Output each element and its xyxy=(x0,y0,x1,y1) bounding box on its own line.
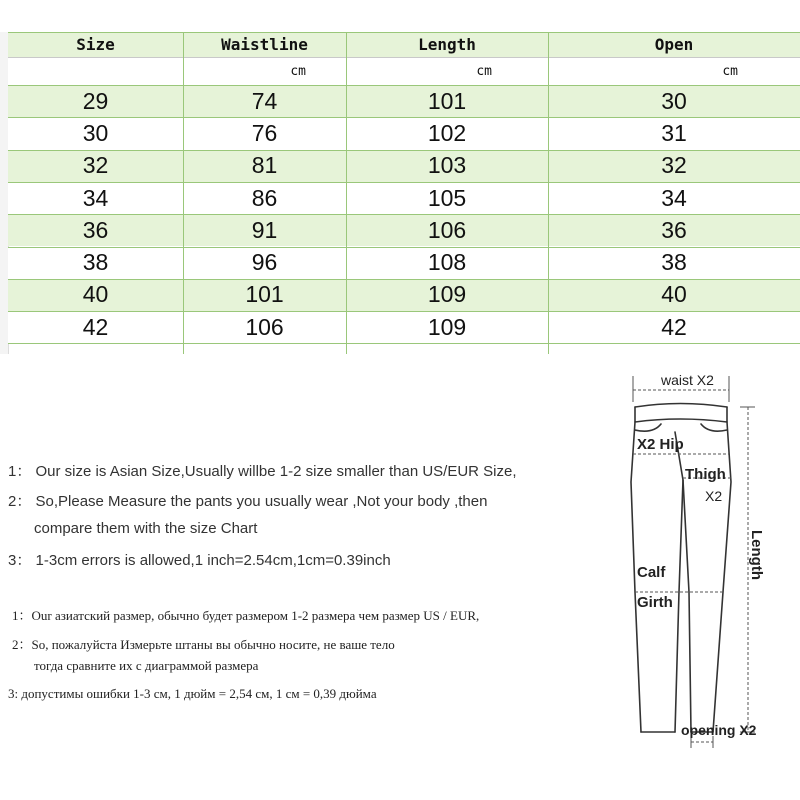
table-cell: 103 xyxy=(427,152,467,179)
note-en-1: 1： Our size is Asian Size,Usually willbe 1-2 size smaller than US/EUR Size, xyxy=(8,463,517,480)
table-cell: 102 xyxy=(427,119,467,146)
table-cell: 105 xyxy=(427,184,467,211)
pants-outline-icon xyxy=(605,362,800,754)
waist-label: waist X2 xyxy=(661,372,714,388)
unit-cell: cm xyxy=(476,63,492,79)
grid-line xyxy=(8,311,800,312)
table-cell: 106 xyxy=(245,313,284,340)
table-cell: 40 xyxy=(661,281,687,308)
grid-line xyxy=(8,117,800,118)
note-ru-2: 2：So, пожалуйста Измерьте штаны вы обычно носите, не ваше тело xyxy=(12,637,395,652)
table-row xyxy=(8,150,800,182)
grid-line xyxy=(8,57,800,58)
table-cell: 40 xyxy=(82,281,109,308)
table-cell: 96 xyxy=(251,249,278,276)
table-cell: 29 xyxy=(82,87,109,114)
note-ru-2-cont: тогда сравните их с диаграммой размера xyxy=(34,658,259,673)
table-cell: 81 xyxy=(251,152,278,179)
table-row xyxy=(8,311,800,343)
table-cell: 42 xyxy=(82,313,109,340)
thigh-x2-label: X2 xyxy=(705,488,723,504)
header-open: Open xyxy=(654,35,694,54)
table-cell: 106 xyxy=(427,216,467,243)
grid-line xyxy=(8,279,800,280)
table-cell: 91 xyxy=(251,216,278,243)
table-cell: 76 xyxy=(251,119,278,146)
grid-line xyxy=(8,182,800,183)
header-size: Size xyxy=(76,35,115,54)
table-cell: 32 xyxy=(661,152,687,179)
table-cell: 74 xyxy=(251,87,278,114)
table-row xyxy=(8,247,800,279)
table-cell: 86 xyxy=(251,184,278,211)
hip-label: X2 Hip xyxy=(637,436,684,453)
table-cell: 101 xyxy=(245,281,284,308)
note-en-2: 2： So,Please Measure the pants you usually wear ,Not your body ,then xyxy=(8,493,488,510)
table-cell: 30 xyxy=(661,87,687,114)
table-row xyxy=(8,117,800,149)
note-en-2-cont: compare them with the size Chart xyxy=(34,520,258,537)
table-cell: 38 xyxy=(661,249,687,276)
note-ru-3: 3: допустимы ошибки 1-3 см, 1 дюйм = 2,54 см, 1 см = 0,39 дюйма xyxy=(8,686,377,701)
table-cell: 36 xyxy=(82,216,109,243)
length-label: Length xyxy=(748,530,765,580)
size-table xyxy=(0,32,800,354)
grid-line xyxy=(548,32,549,354)
unit-cell: cm xyxy=(290,63,306,79)
table-cell: 34 xyxy=(82,184,109,211)
grid-line xyxy=(8,343,800,344)
thigh-label: Thigh xyxy=(685,466,726,483)
table-row xyxy=(8,85,800,117)
grid-line xyxy=(8,214,800,215)
table-row xyxy=(8,279,800,311)
table-cell: 31 xyxy=(661,119,687,146)
table-cell: 30 xyxy=(82,119,109,146)
table-cell: 42 xyxy=(661,313,687,340)
table-cell: 38 xyxy=(82,249,109,276)
table-row xyxy=(8,214,800,246)
unit-row xyxy=(8,57,800,85)
grid-line xyxy=(346,32,347,354)
header-row xyxy=(8,32,800,57)
table-cell: 109 xyxy=(427,313,467,340)
grid-line xyxy=(183,32,184,354)
header-waistline: Waistline xyxy=(221,35,308,54)
opening-label: opening X2 xyxy=(681,722,757,738)
header-length: Length xyxy=(418,35,476,54)
table-cell: 108 xyxy=(427,249,467,276)
girth-label: Girth xyxy=(637,594,673,611)
note-en-3: 3： 1-3cm errors is allowed,1 inch=2.54cm,1cm=0.39inch xyxy=(8,552,391,569)
table-row xyxy=(8,182,800,214)
pants-measurement-diagram xyxy=(605,362,800,754)
table-cell: 36 xyxy=(661,216,687,243)
grid-line xyxy=(8,247,800,248)
unit-cell xyxy=(8,57,183,85)
table-cell: 32 xyxy=(82,152,109,179)
unit-cell: cm xyxy=(722,63,738,79)
calf-label: Calf xyxy=(637,564,666,581)
grid-line xyxy=(8,85,800,86)
table-cell: 101 xyxy=(427,87,467,114)
grid-line xyxy=(8,32,800,33)
table-cell: 109 xyxy=(427,281,467,308)
table-cell: 34 xyxy=(661,184,687,211)
note-ru-1: 1：Our азиатский размер, обычно будет размером 1-2 размера чем размер US / EUR, xyxy=(12,608,480,623)
grid-line xyxy=(8,150,800,151)
